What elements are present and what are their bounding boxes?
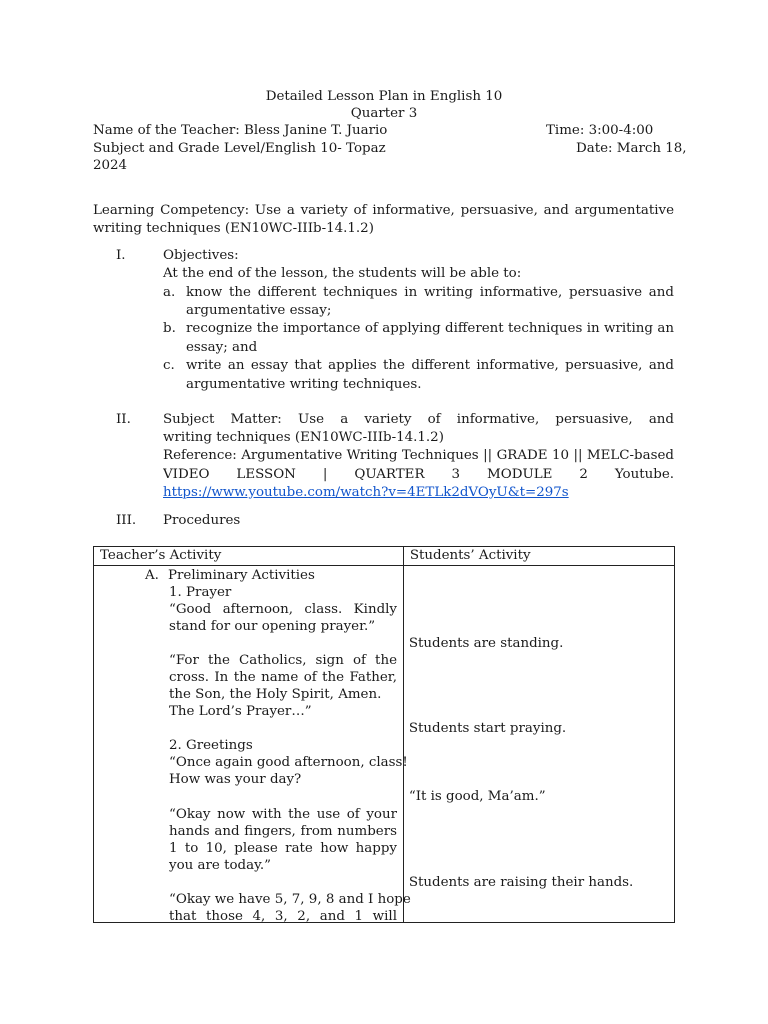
procedures-table [93,546,675,923]
objectives-numeral: I. [116,248,126,263]
subject-matter-line-2: writing techniques (EN10WC-IIIb-14.1.2) [163,430,444,445]
teacher-line: hands and fingers, from numbers [169,824,397,839]
teacher-line: cross. In the name of the Father, [169,670,397,685]
teacher-line: How was your day? [169,772,302,787]
procedures-heading: Procedures [163,513,241,528]
lesson-year: 2024 [93,158,128,173]
objectives-intro: At the end of the lesson, the students will be able to: [163,266,522,281]
reference-link[interactable]: https://www.youtube.com/watch?v=4ETLk2dVOyU&t=297s [163,485,569,500]
teacher-line: The Lord’s Prayer…” [169,704,312,719]
section-title: Preliminary Activities [168,568,315,583]
greetings-title: 2. Greetings [169,738,253,753]
teacher-line: “Okay we have 5, 7, 9, 8 and I hope [169,892,411,907]
document-title: Detailed Lesson Plan in English 10 [265,89,503,104]
objective-b-line-1: recognize the importance of applying different techniques in writing an [186,321,674,336]
lesson-date: Date: March 18, [576,141,687,156]
student-line: Students are raising their hands. [408,875,634,890]
teacher-line: “Once again good afternoon, class! [169,755,408,770]
section-letter: A. [145,568,159,583]
quarter-label: Quarter 3 [350,106,418,121]
teacher-line: that those 4, 3, 2, and 1 will [169,909,397,924]
reference-line-1: Reference: Argumentative Writing Techniques || GRADE 10 || MELC-based [163,448,674,463]
subject-grade: Subject and Grade Level/English 10- Topaz [93,141,386,156]
objective-a-line-2: argumentative essay; [186,303,332,318]
table-row [94,566,675,923]
competency-line-2: writing techniques (EN10WC-IIIb-14.1.2) [93,221,374,236]
objective-b-letter: b. [163,321,176,336]
objective-c-line-2: argumentative writing techniques. [186,377,422,392]
class-time: Time: 3:00-4:00 [546,123,654,138]
teacher-line: “Good afternoon, class. Kindly [169,602,397,617]
teacher-line: the Son, the Holy Spirit, Amen. [169,687,382,702]
teacher-line: 1 to 10, please rate how happy [169,841,397,856]
student-line: Students are standing. [408,636,564,651]
objective-c-letter: c. [163,358,175,373]
table-header-row [94,547,675,566]
teacher-name: Name of the Teacher: Bless Janine T. Juario [93,123,388,138]
subject-matter-numeral: II. [116,412,131,427]
teacher-line: “For the Catholics, sign of the [169,653,397,668]
students-activity-cell [403,566,674,923]
procedures-numeral: III. [116,513,137,528]
objective-a-letter: a. [163,285,176,300]
objective-a-line-1: know the different techniques in writing informative, persuasive and [186,285,674,300]
student-line: Students start praying. [408,721,567,736]
student-line: “It is good, Ma’am.” [408,789,546,804]
subject-matter-line-1: Subject Matter: Use a variety of informative, persuasive, and [163,412,674,427]
teacher-activity-header: Teacher’s Activity [94,547,404,566]
prayer-title: 1. Prayer [169,585,232,600]
teacher-line: you are today.” [169,858,271,873]
teacher-line: stand for our opening prayer.” [169,619,376,634]
competency-line-1: Learning Competency: Use a variety of informative, persuasive, and argumentative [93,203,674,218]
teacher-line: “Okay now with the use of your [169,807,397,822]
reference-line-2: VIDEO LESSON | QUARTER 3 MODULE 2 Youtube. [163,467,674,482]
objectives-heading: Objectives: [163,248,239,263]
teacher-activity-cell [94,566,411,924]
students-activity-header: Students’ Activity [403,547,674,566]
objective-c-line-1: write an essay that applies the different informative, persuasive, and [186,358,674,373]
objective-b-line-2: essay; and [186,340,258,355]
